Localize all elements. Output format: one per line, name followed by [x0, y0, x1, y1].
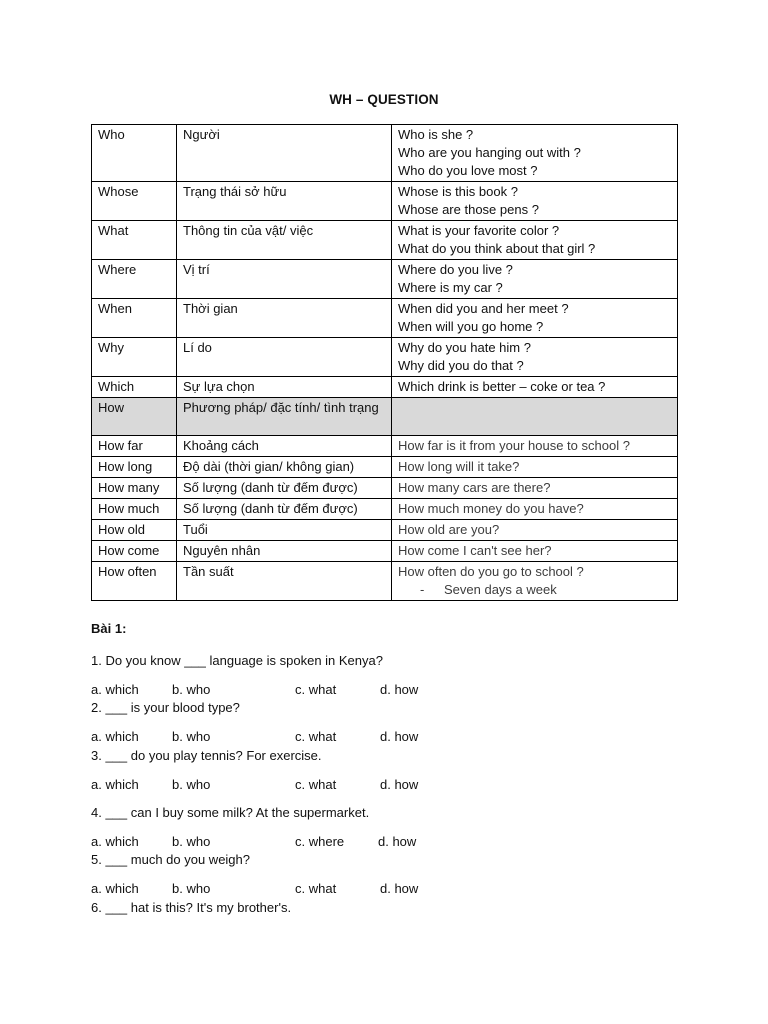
example-sentence: Which drink is better – coke or tea ? [398, 379, 606, 394]
wh-examples [392, 499, 678, 520]
table-row [92, 457, 678, 478]
example-sentence: Where do you live ? [398, 262, 513, 277]
wh-word: How much [92, 499, 177, 520]
wh-examples [392, 478, 678, 499]
example-sentence: How come I can't see her? [398, 543, 552, 558]
wh-word: Whose [92, 182, 177, 221]
wh-word: Where [92, 260, 177, 299]
wh-word: What [92, 221, 177, 260]
wh-question-table [91, 124, 678, 601]
wh-word: How come [92, 541, 177, 562]
table-row [92, 260, 678, 299]
wh-meaning: Nguyên nhân [177, 541, 392, 562]
wh-word: How far [92, 436, 177, 457]
wh-examples [392, 562, 678, 601]
table-row [92, 182, 678, 221]
option-c: c. what [295, 777, 337, 792]
wh-meaning: Độ dài (thời gian/ không gian) [177, 457, 392, 478]
table-row [92, 478, 678, 499]
option-b: b. who [172, 777, 211, 792]
option-b: b. who [172, 729, 211, 744]
wh-examples [392, 260, 678, 299]
wh-meaning: Phương pháp/ đặc tính/ tình trạng [177, 398, 392, 436]
example-sentence: Who are you hanging out with ? [398, 145, 581, 160]
table-row [92, 541, 678, 562]
question-3: 3. ___ do you play tennis? For exercise. [91, 748, 322, 763]
wh-word: Who [92, 125, 177, 182]
table-row [92, 562, 678, 601]
page-title: WH – QUESTION [329, 92, 439, 107]
wh-examples [392, 338, 678, 377]
question-5: 5. ___ much do you weigh? [91, 852, 250, 867]
wh-examples [392, 541, 678, 562]
example-sentence: Who do you love most ? [398, 163, 538, 178]
option-d: d. how [378, 834, 417, 849]
example-sentence: What do you think about that girl ? [398, 241, 596, 256]
wh-word: How [92, 398, 177, 436]
wh-meaning: Khoảng cách [177, 436, 392, 457]
wh-meaning: Tần suất [177, 562, 392, 601]
option-a: a. which [91, 777, 139, 792]
option-c: c. what [295, 682, 337, 697]
wh-word: How many [92, 478, 177, 499]
example-sentence: How many cars are there? [398, 480, 551, 495]
wh-meaning: Số lượng (danh từ đếm được) [177, 478, 392, 499]
bullet-item [398, 581, 671, 599]
wh-meaning: Tuổi [177, 520, 392, 541]
table-row [92, 338, 678, 377]
example-sentence: Who is she ? [398, 127, 474, 142]
option-d: d. how [380, 682, 419, 697]
wh-meaning: Lí do [177, 338, 392, 377]
option-a: a. which [91, 729, 139, 744]
example-sentence: Whose are those pens ? [398, 202, 539, 217]
option-b: b. who [172, 881, 211, 896]
table-row [92, 125, 678, 182]
wh-meaning: Thời gian [177, 299, 392, 338]
wh-meaning: Số lượng (danh từ đếm được) [177, 499, 392, 520]
table-row [92, 436, 678, 457]
option-d: d. how [380, 777, 419, 792]
example-sentence: When will you go home ? [398, 319, 544, 334]
example-sentence: How far is it from your house to school ? [398, 438, 630, 453]
option-b: b. who [172, 834, 211, 849]
question-6: 6. ___ hat is this? It's my brother's. [91, 900, 292, 915]
wh-word: When [92, 299, 177, 338]
wh-word: How long [92, 457, 177, 478]
option-a: a. which [91, 682, 139, 697]
option-d: d. how [380, 729, 419, 744]
wh-meaning: Vị trí [177, 260, 392, 299]
wh-examples [392, 125, 678, 182]
example-sentence: How much money do you have? [398, 501, 584, 516]
wh-examples [392, 221, 678, 260]
question-4: 4. ___ can I buy some milk? At the supermarket. [91, 805, 370, 820]
option-b: b. who [172, 682, 211, 697]
option-c: c. what [295, 729, 337, 744]
example-sentence: How old are you? [398, 522, 500, 537]
option-c: c. what [295, 881, 337, 896]
bullet-dash: - [420, 582, 425, 597]
wh-meaning: Sự lựa chọn [177, 377, 392, 398]
bullet-text: Seven days a week [444, 582, 557, 597]
wh-examples [392, 457, 678, 478]
wh-word: Why [92, 338, 177, 377]
wh-examples [392, 377, 678, 398]
wh-meaning: Trạng thái sở hữu [177, 182, 392, 221]
wh-meaning: Thông tin của vật/ việc [177, 221, 392, 260]
wh-word: Which [92, 377, 177, 398]
wh-meaning: Người [177, 125, 392, 182]
table-row [92, 299, 678, 338]
question-2: 2. ___ is your blood type? [91, 700, 240, 715]
example-sentence: When did you and her meet ? [398, 301, 569, 316]
example-sentence: Why do you hate him ? [398, 340, 531, 355]
example-sentence: What is your favorite color ? [398, 223, 560, 238]
table-row [92, 398, 678, 436]
table-row [92, 221, 678, 260]
option-d: d. how [380, 881, 419, 896]
option-a: a. which [91, 834, 139, 849]
table-row [92, 520, 678, 541]
wh-examples [392, 436, 678, 457]
table-row [92, 377, 678, 398]
example-sentence: Why did you do that ? [398, 358, 524, 373]
option-c: c. where [295, 834, 345, 849]
wh-examples [392, 182, 678, 221]
example-sentence: Where is my car ? [398, 280, 503, 295]
wh-examples [392, 299, 678, 338]
wh-word: How old [92, 520, 177, 541]
question-1: 1. Do you know ___ language is spoken in Kenya? [91, 653, 383, 668]
example-sentence: How long will it take? [398, 459, 520, 474]
exercise-title: Bài 1: [91, 621, 127, 636]
option-a: a. which [91, 881, 139, 896]
wh-examples [392, 520, 678, 541]
table-row [92, 499, 678, 520]
wh-examples [392, 398, 678, 436]
example-sentence: Whose is this book ? [398, 184, 518, 199]
wh-word: How often [92, 562, 177, 601]
example-sentence: How often do you go to school ? [398, 564, 584, 579]
